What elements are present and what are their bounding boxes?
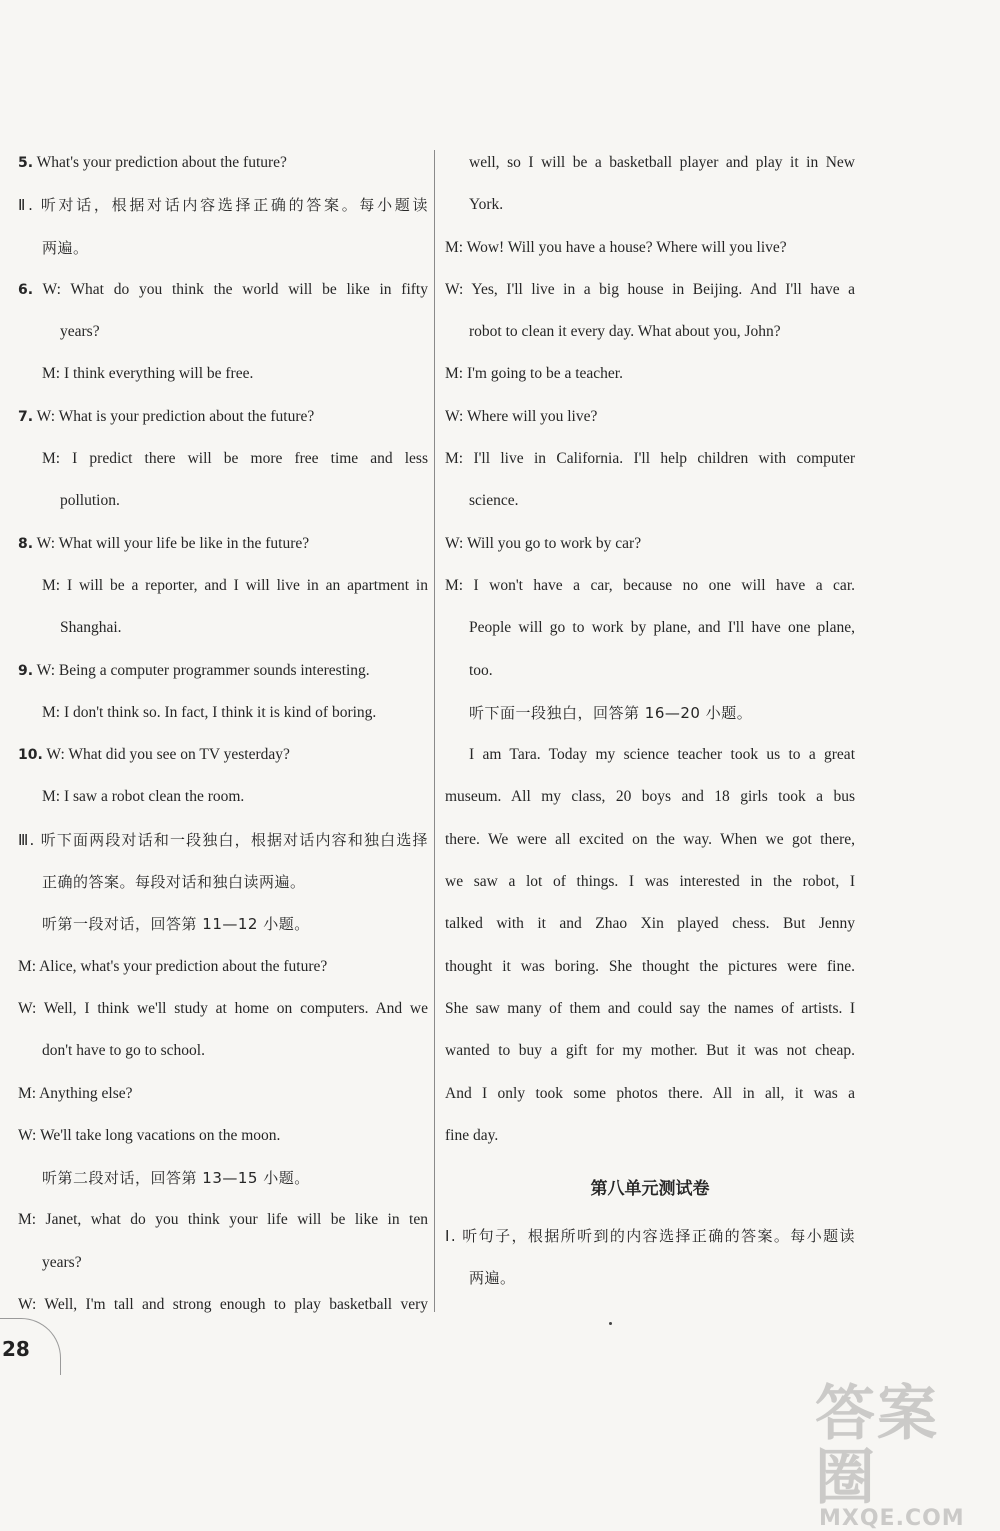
monologue-line: we saw a lot of things. I was interested in the robot, I	[445, 873, 855, 891]
section-3-heading: Ⅲ. 听下面两段对话和一段独白，根据对话内容和独白选择	[18, 830, 428, 849]
item-6-cont: years?	[60, 323, 100, 341]
monologue-line: museum. All my class, 20 boys and 18 girls took a bus	[445, 788, 855, 806]
dialogue-2-line-cont: robot to clean it every day. What about you, John?	[469, 323, 781, 341]
item-8: 8. W: What will your life be like in the future?	[18, 534, 310, 552]
section-2-heading: Ⅱ. 听对话，根据对话内容选择正确的答案。每小题读	[18, 196, 428, 215]
item-6-answer: M: I think everything will be free.	[42, 365, 254, 383]
watermark	[815, 1379, 1000, 1531]
item-7-answer: M: I predict there will be more free time and less	[42, 450, 428, 468]
monologue-line: I am Tara. Today my science teacher took us to a great	[469, 746, 855, 764]
dialogue-2-line: M: I won't have a car, because no one will have a car.	[445, 576, 855, 594]
item-9-answer: M: I don't think so. In fact, I think it is kind of boring.	[42, 703, 377, 721]
item-6: 6. W: What do you think the world will be like in fifty	[18, 280, 428, 298]
unit-8-section-1-heading: Ⅰ. 听句子，根据所听到的内容选择正确的答案。每小题读	[445, 1227, 855, 1246]
dialogue-2-line: W: Well, I'm tall and strong enough to play basketball very	[18, 1296, 428, 1314]
monologue-line: there. We were all excited on the way. When we got there,	[445, 830, 855, 848]
item-9: 9. W: Being a computer programmer sounds interesting.	[18, 661, 370, 679]
dialogue-1-line: W: We'll take long vacations on the moon.	[18, 1126, 281, 1144]
stray-mark	[609, 1322, 612, 1325]
item-7: 7. W: What is your prediction about the future?	[18, 407, 315, 425]
item-8-answer: M: I will be a reporter, and I will live in an apartment in	[42, 576, 428, 594]
dialogue-1-instruction: 听第一段对话，回答第 11—12 小题。	[42, 915, 310, 934]
dialogue-2-line-cont: too.	[469, 661, 493, 679]
left-column	[18, 142, 428, 1326]
monologue-line: And I only took some photos there. All in all, it was a	[445, 1084, 855, 1102]
dialogue-2-instruction: 听第二段对话，回答第 13—15 小题。	[42, 1169, 310, 1188]
unit-8-section-1-heading-cont: 两遍。	[469, 1269, 516, 1288]
dialogue-2-line: M: I'm going to be a teacher.	[445, 365, 623, 383]
monologue-line: fine day.	[445, 1126, 499, 1144]
dialogue-2-line-cont: York.	[469, 196, 504, 214]
monologue-line: thought it was boring. She thought the pictures were fine.	[445, 957, 855, 975]
dialogue-1-line: M: Anything else?	[18, 1084, 133, 1102]
watermark-logo-text: 答案圈	[815, 1379, 939, 1513]
item-7-answer-cont: pollution.	[60, 492, 120, 510]
dialogue-2-line: W: Where will you live?	[445, 407, 598, 425]
section-2-heading-cont: 两遍。	[42, 238, 89, 257]
dialogue-2-line: M: I'll live in California. I'll help children with computer	[445, 450, 855, 468]
item-5: 5. What's your prediction about the future?	[18, 154, 287, 171]
unit-8-test-title: 第八单元测试卷	[590, 1179, 710, 1200]
monologue-line: She saw many of them and could say the names of artists. I	[445, 999, 855, 1017]
column-divider	[434, 150, 435, 1312]
dialogue-2-line: M: Janet, what do you think your life will be like in ten	[18, 1211, 428, 1229]
monologue-instruction: 听下面一段独白，回答第 16—20 小题。	[469, 703, 753, 722]
watermark-url: MXQE.COM	[819, 1506, 965, 1531]
dialogue-1-line: W: Well, I think we'll study at home on computers. And we	[18, 999, 428, 1017]
section-3-heading-cont: 正确的答案。每段对话和独白读两遍。	[42, 873, 306, 892]
monologue-line: talked with it and Zhao Xin played chess. But Jenny	[445, 915, 855, 933]
item-8-answer-cont: Shanghai.	[60, 619, 122, 637]
item-10-answer: M: I saw a robot clean the room.	[42, 788, 245, 806]
dialogue-2-line-cont: well, so I will be a basketball player and play it in New	[469, 154, 855, 171]
dialogue-2-line-cont: science.	[469, 492, 519, 510]
dialogue-1-line: M: Alice, what's your prediction about the future?	[18, 957, 328, 975]
monologue-line: wanted to buy a gift for my mother. But it was not cheap.	[445, 1042, 855, 1060]
dialogue-2-line-cont: years?	[42, 1253, 82, 1271]
dialogue-2-line-cont: People will go to work by plane, and I'll have one plane,	[469, 619, 855, 637]
dialogue-2-line: W: Yes, I'll live in a big house in Beijing. And I'll have a	[445, 280, 855, 298]
dialogue-2-line: M: Wow! Will you have a house? Where will you live?	[445, 238, 787, 256]
dialogue-2-line: W: Will you go to work by car?	[445, 534, 642, 552]
dialogue-1-line-cont: don't have to go to school.	[42, 1042, 205, 1060]
page-number: 28	[2, 1337, 30, 1361]
item-10: 10. W: What did you see on TV yesterday?	[18, 746, 290, 764]
right-column	[445, 142, 855, 1300]
